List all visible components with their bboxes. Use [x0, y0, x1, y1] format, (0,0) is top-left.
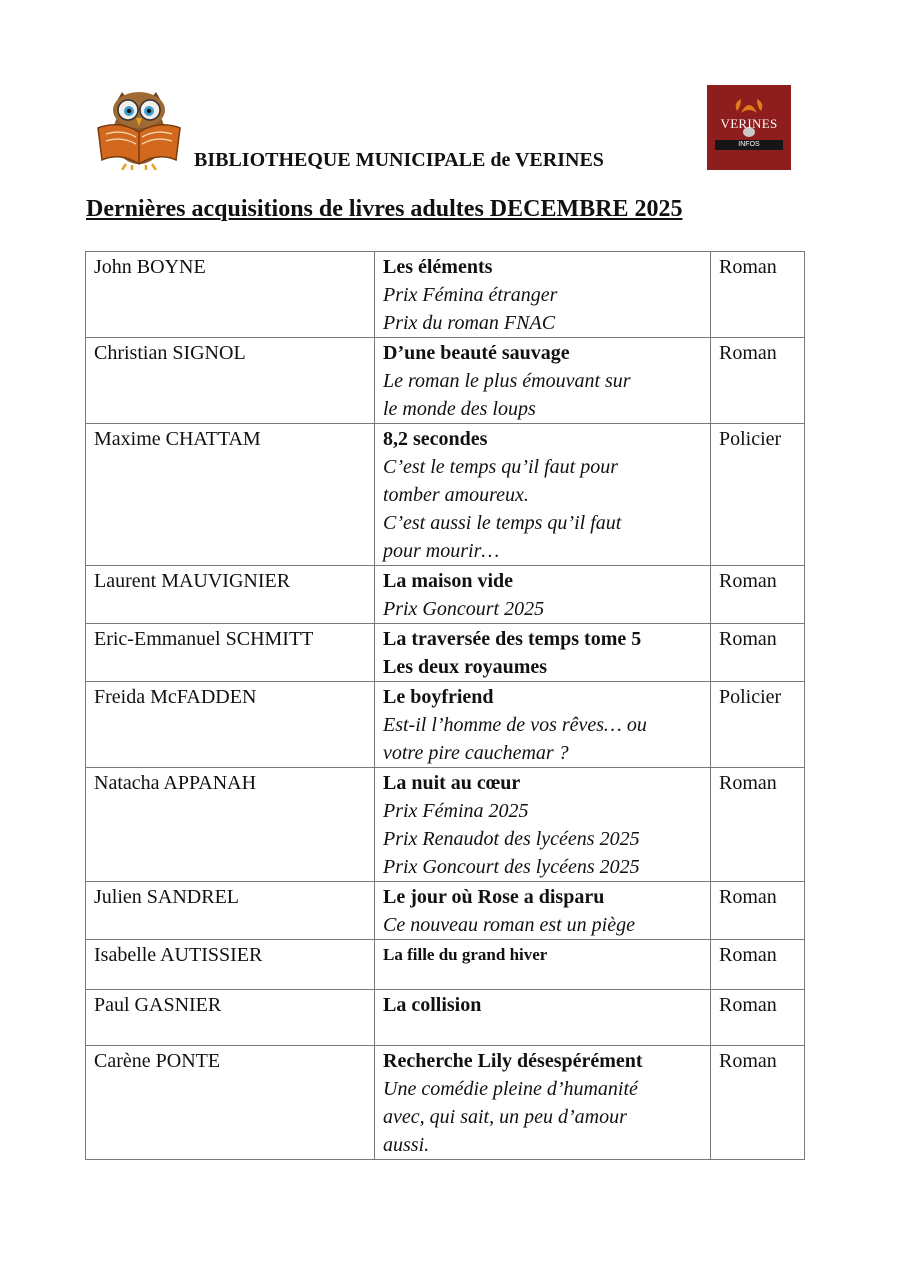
book-title: 8,2 secondes [383, 428, 488, 450]
book-cell [375, 624, 711, 682]
author-cell: Maxime CHATTAM [86, 424, 375, 566]
verines-logo-text: VERINES [720, 116, 778, 131]
table-row [86, 882, 805, 940]
library-name: BIBLIOTHEQUE MUNICIPALE de VERINES [194, 149, 604, 171]
book-description: avec, qui sait, un peu d’amour [383, 1106, 627, 1128]
book-description: Prix Fémina 2025 [383, 800, 529, 822]
genre-cell: Roman [711, 566, 805, 624]
book-title: La nuit au cœur [383, 772, 521, 794]
book-cell [375, 768, 711, 882]
table-row [86, 424, 805, 566]
book-description: C’est aussi le temps qu’il faut [383, 512, 622, 534]
book-description: Prix du roman FNAC [383, 312, 556, 334]
table-row [86, 682, 805, 768]
genre-cell: Policier [711, 424, 805, 566]
genre-cell: Roman [711, 624, 805, 682]
book-title: Le boyfriend [383, 686, 494, 708]
book-description: pour mourir… [383, 540, 500, 562]
author-cell: Christian SIGNOL [86, 338, 375, 424]
book-title: La collision [383, 994, 482, 1016]
genre-cell: Roman [711, 768, 805, 882]
book-title: D’une beauté sauvage [383, 342, 570, 364]
book-description: Prix Goncourt 2025 [383, 598, 545, 620]
verines-logo-subtext: INFOS [715, 140, 783, 150]
table-row [86, 768, 805, 882]
table-row [86, 252, 805, 338]
book-cell [375, 566, 711, 624]
genre-cell: Roman [711, 940, 805, 990]
author-cell: Freida McFADDEN [86, 682, 375, 768]
table-row [86, 338, 805, 424]
author-cell: Isabelle AUTISSIER [86, 940, 375, 990]
book-cell [375, 1046, 711, 1160]
book-title: Les éléments [383, 256, 493, 278]
table-row [86, 624, 805, 682]
table-row [86, 990, 805, 1046]
book-cell [375, 252, 711, 338]
author-cell: Natacha APPANAH [86, 768, 375, 882]
book-description: tomber amoureux. [383, 484, 529, 506]
book-description: C’est le temps qu’il faut pour [383, 456, 618, 478]
book-title: La maison vide [383, 570, 514, 592]
book-description: Une comédie pleine d’humanité [383, 1078, 638, 1100]
book-cell [375, 338, 711, 424]
book-description: Prix Renaudot des lycéens 2025 [383, 828, 640, 850]
author-cell: Carène PONTE [86, 1046, 375, 1160]
table-row [86, 566, 805, 624]
author-cell: Julien SANDREL [86, 882, 375, 940]
genre-cell: Policier [711, 682, 805, 768]
author-cell: Laurent MAUVIGNIER [86, 566, 375, 624]
genre-cell: Roman [711, 1046, 805, 1160]
page-title: Dernières acquisitions de livres adultes DECEMBRE 2025 [86, 196, 683, 222]
book-subtitle: Les deux royaumes [383, 656, 548, 678]
book-title: Le jour où Rose a disparu [383, 886, 605, 908]
book-description: votre pire cauchemar ? [383, 742, 569, 764]
book-description: Prix Goncourt des lycéens 2025 [383, 856, 640, 878]
book-description: Ce nouveau roman est un piège [383, 914, 635, 936]
owl-reading-logo [92, 84, 186, 170]
book-description: Le roman le plus émouvant sur [383, 370, 631, 392]
book-title: La traversée des temps tome 5 [383, 628, 642, 650]
acquisitions-table [85, 251, 805, 1160]
table-row [86, 1046, 805, 1160]
book-cell [375, 882, 711, 940]
table-row [86, 940, 805, 990]
book-description: le monde des loups [383, 398, 536, 420]
book-cell [375, 940, 711, 990]
book-description: Est-il l’homme de vos rêves… ou [383, 714, 647, 736]
genre-cell: Roman [711, 990, 805, 1046]
genre-cell: Roman [711, 338, 805, 424]
genre-cell: Roman [711, 252, 805, 338]
book-description: aussi. [383, 1134, 430, 1156]
book-cell [375, 424, 711, 566]
book-title: La fille du grand hiver [383, 945, 548, 964]
genre-cell: Roman [711, 882, 805, 940]
book-description: Prix Fémina étranger [383, 284, 558, 306]
book-title: Recherche Lily désespérément [383, 1050, 643, 1072]
author-cell: John BOYNE [86, 252, 375, 338]
book-cell [375, 990, 711, 1046]
author-cell: Paul GASNIER [86, 990, 375, 1046]
book-cell [375, 682, 711, 768]
verines-infos-logo [707, 85, 791, 170]
author-cell: Eric-Emmanuel SCHMITT [86, 624, 375, 682]
